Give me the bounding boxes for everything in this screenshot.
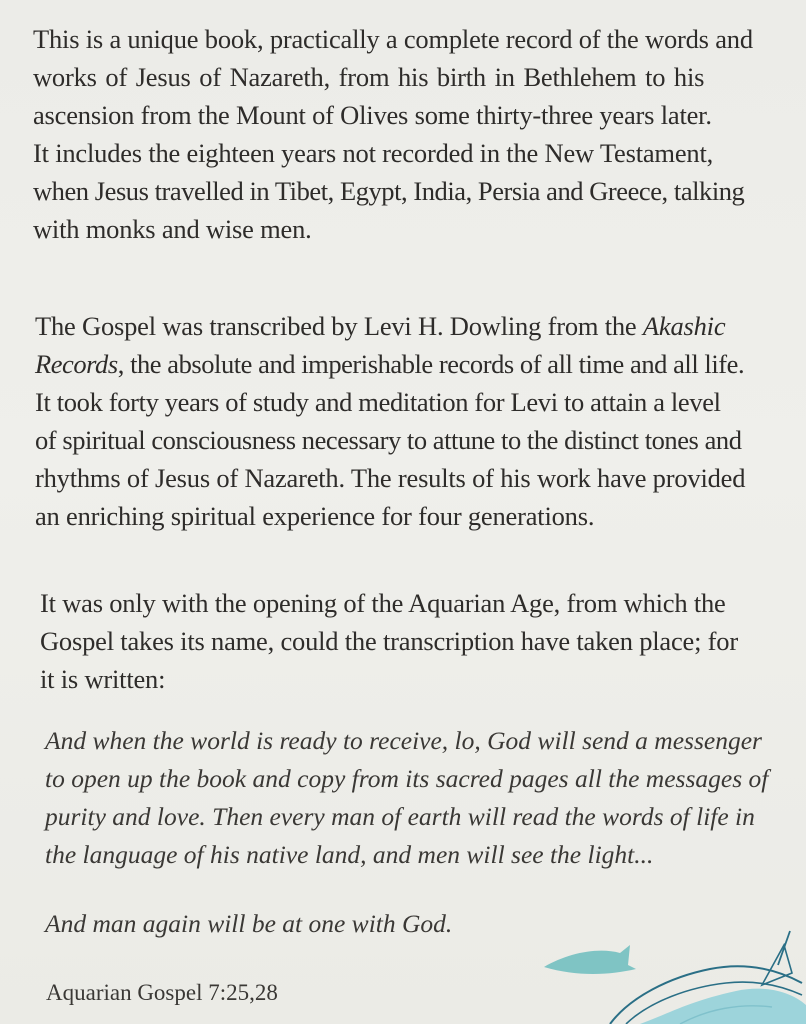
transcription-paragraph [35,307,745,535]
text-line [35,307,745,345]
text-line: it is written: [40,664,166,694]
text-line: of spiritual consciousness necessary to attune to the distinct tones and [35,425,742,455]
quote-line: to open up the book and copy from its sacred pages all the messages of [45,764,769,793]
quote-line: And when the world is ready to receive, lo, God will send a messenger [45,726,762,755]
italic-term: Records [35,349,118,379]
aquarian-age-paragraph [40,584,738,698]
text-line: This is a unique book, practically a complete record of the words and [33,24,753,54]
text-line: rhythms of Jesus of Nazareth. The results of his work have provided [35,463,746,493]
text-line: It was only with the opening of the Aquarian Age, from which the [40,588,726,618]
intro-paragraph [33,20,753,248]
quote-line: purity and love. Then every man of earth will read the words of life in [45,802,755,831]
italic-term: Akashic [642,311,726,341]
citation: Aquarian Gospel 7:25,28 [46,980,278,1005]
fish-icon [540,925,806,1024]
text-line [35,345,745,383]
text-line: with monks and wise men. [33,214,312,244]
text-line: when Jesus travelled in Tibet, Egypt, India, Persia and Greece, talking [33,176,745,206]
text-segment: The Gospel was transcribed by Levi H. Dowling from the [35,311,643,341]
text-line: an enriching spiritual experience for four generations. [35,501,595,531]
text-segment: , the absolute and imperishable records of all time and all life. [117,349,745,379]
text-line: ascension from the Mount of Olives some thirty-three years later. [33,100,712,130]
text-line: Gospel takes its name, could the transcription have taken place; for [40,626,738,656]
quote-closing-line: And man again will be at one with God. [45,909,453,938]
text-line: works of Jesus of Nazareth, from his birth in Bethlehem to his [33,62,705,92]
text-line: It includes the eighteen years not recorded in the New Testament, [33,138,714,168]
text-line: It took forty years of study and meditation for Levi to attain a level [35,387,721,417]
scripture-quote [45,722,768,874]
quote-line: the language of his native land, and men will see the light... [45,840,654,869]
